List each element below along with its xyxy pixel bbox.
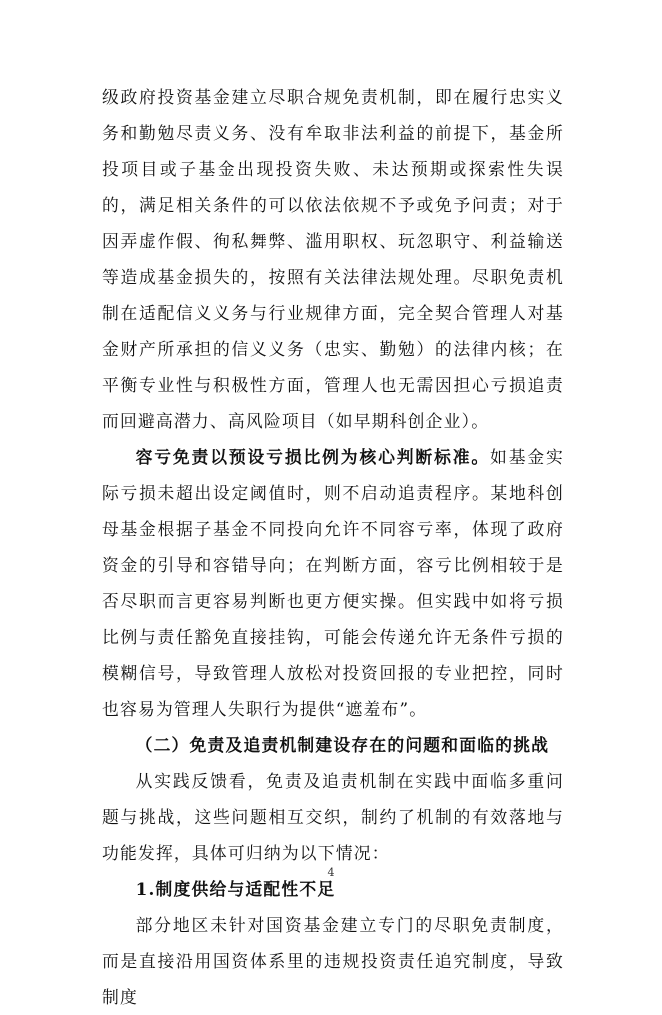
paragraph-institution-supply: 部分地区未针对国资基金建立专门的尽职免责制度，而是直接沿用国资体系里的违规投资责任追究制度，导致制度 <box>102 915 564 1007</box>
paragraph-lead-sentence: 容亏免责以预设亏损比例为核心判断标准。 <box>135 447 491 467</box>
paragraph-loss-tolerance <box>102 439 564 727</box>
paragraph-continuation: 级政府投资基金建立尽职合规免责机制，即在履行忠实义务和勤勉尽责义务、没有牟取非法利益的前提下，基金所投项目或子基金出现投资失败、未达预期或探索性失误的，满足相关条件的可以依法依规不予或免予问责；对于因弄虚作假、徇私舞弊、滥用职权、玩忽职守、利益输送等造成基金损失的，按照有关法律法规处理。尽职免责机制在适配信义义务与行业规律方面，完全契合管理人对基金财产所承担的信义义务（忠实、勤勉）的法律内核；在平衡专业性与积极性方面，管理人也无需因担心亏损追责而回避高潜力、高风险项目（如早期科创企业）。 <box>102 87 564 431</box>
section-heading: （二）免责及追责机制建设存在的问题和面临的挑战 <box>135 735 550 755</box>
paragraph-body: 如基金实际亏损未超出设定阈值时，则不启动追责程序。某地科创母基金根据子基金不同投向允许不同容亏率，体现了政府资金的引导和容错导向；在判断方面，容亏比例相较于是否尽职而言更容易判断也更方便实操。但实践中如将亏损比例与责任豁免直接挂钩，可能会传递允许无条件亏损的模糊信号，导致管理人放松对投资回报的专业把控，同时也容易为管理人失职行为提供“遮羞布”。 <box>102 447 564 719</box>
subsection-heading: 1.制度供给与适配性不足 <box>135 879 336 899</box>
paragraph-practice-feedback: 从实践反馈看，免责及追责机制在实践中面临多重问题与挑战，这些问题相互交织，制约了机制的有效落地与功能发挥，具体可归纳为以下情况： <box>102 771 564 863</box>
page-number: 4 <box>327 866 335 879</box>
